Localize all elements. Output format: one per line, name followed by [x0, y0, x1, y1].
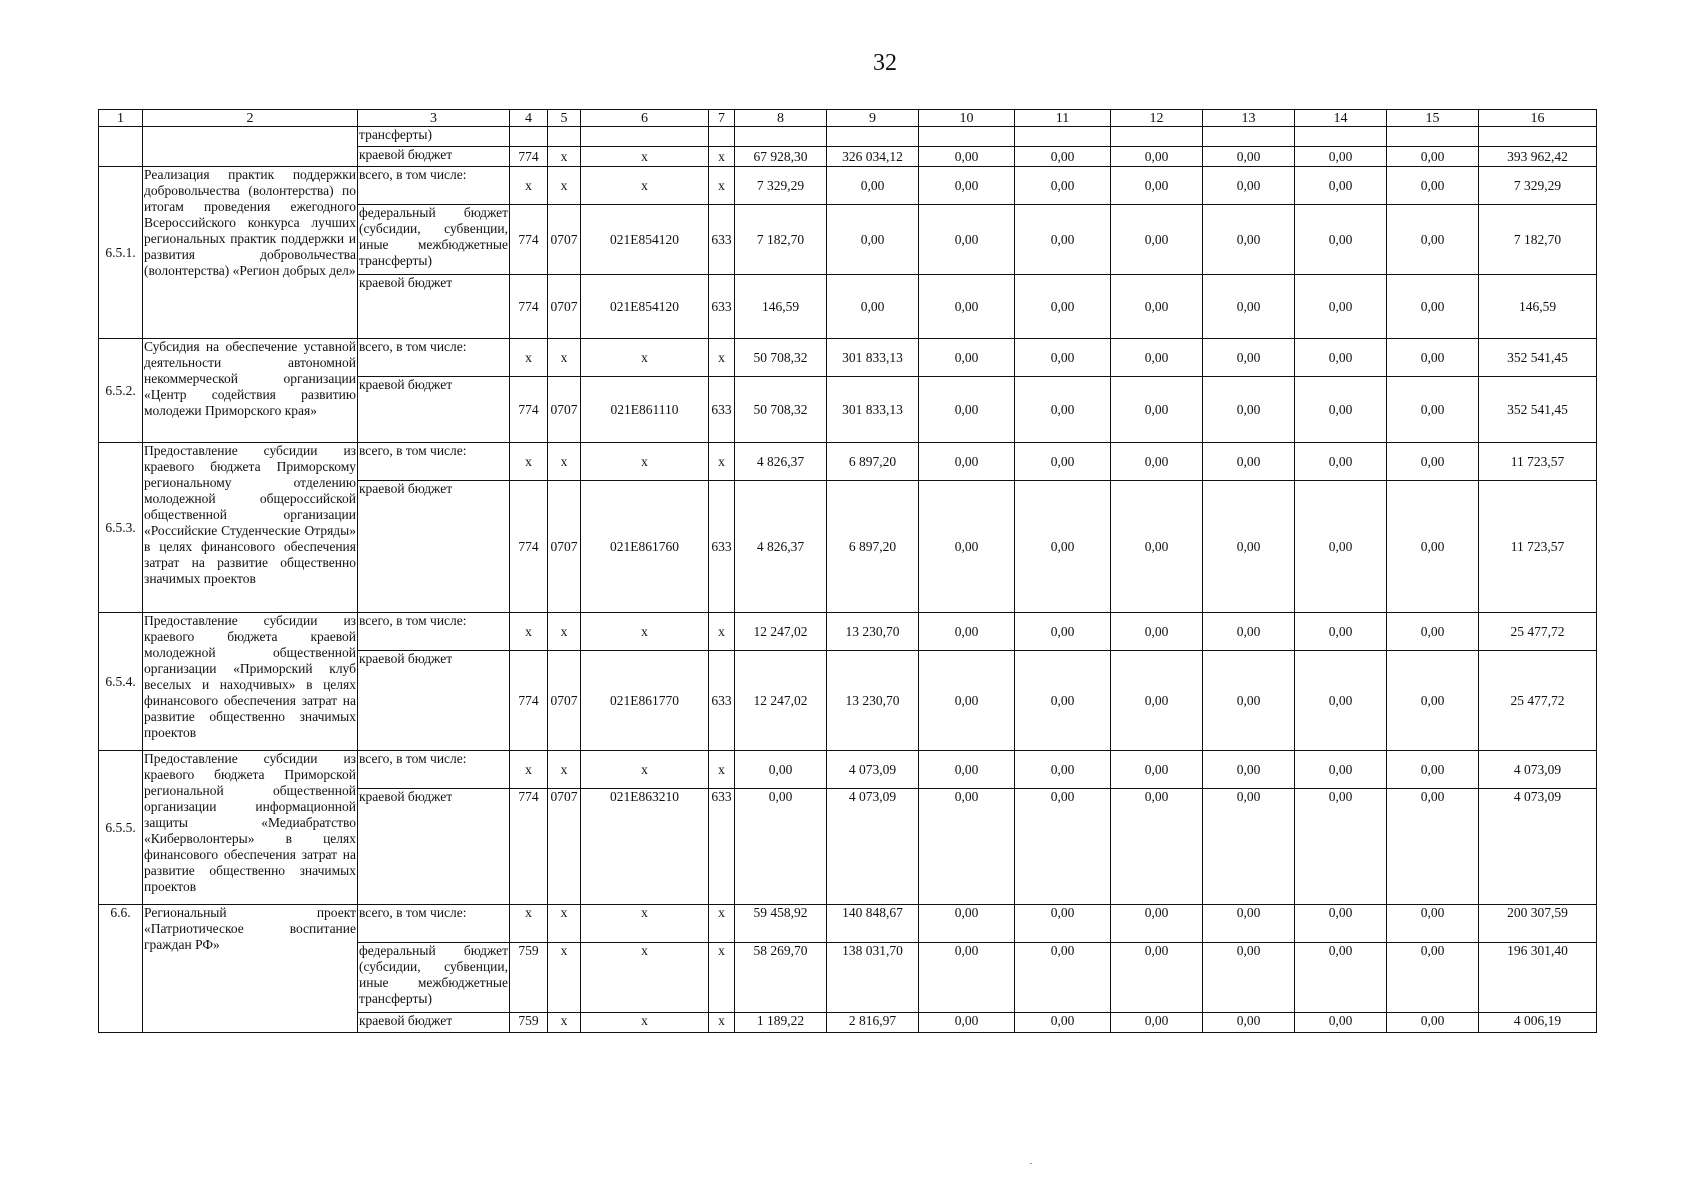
amount-cell: 0,00 [1203, 789, 1295, 905]
budget-code-cell: x [548, 167, 581, 205]
table-row [99, 613, 1597, 651]
amount-cell: 0,00 [827, 167, 919, 205]
amount-cell: 0,00 [1295, 651, 1387, 751]
description-cell: Субсидия на обеспечение уставной деятельности автономной некоммерческой организации «Центр содействия развитию молодежи Приморского края» [143, 339, 358, 443]
table-row [99, 339, 1597, 377]
amount-cell: 0,00 [1111, 205, 1203, 275]
amount-cell: 0,00 [1015, 789, 1111, 905]
amount-cell: 13 230,70 [827, 651, 919, 751]
table-row [99, 905, 1597, 943]
funding-source-cell: краевой бюджет [358, 147, 510, 167]
amount-cell: 25 477,72 [1479, 613, 1597, 651]
amount-cell: 0,00 [1111, 1013, 1203, 1033]
amount-cell: 0,00 [1295, 275, 1387, 339]
amount-cell: 0,00 [1111, 377, 1203, 443]
amount-cell: 0,00 [1295, 751, 1387, 789]
amount-cell: 0,00 [1295, 147, 1387, 167]
amount-cell: 0,00 [919, 751, 1015, 789]
amount-cell: 0,00 [1111, 275, 1203, 339]
empty-cell [1111, 127, 1203, 147]
funding-source-cell: краевой бюджет [358, 481, 510, 613]
amount-cell: 0,00 [1387, 943, 1479, 1013]
column-header: 15 [1387, 110, 1479, 127]
empty-cell [581, 127, 709, 147]
amount-cell: 0,00 [1015, 275, 1111, 339]
amount-cell: 6 897,20 [827, 443, 919, 481]
budget-code-cell: 774 [510, 377, 548, 443]
amount-cell: 0,00 [1295, 943, 1387, 1013]
amount-cell: 11 723,57 [1479, 443, 1597, 481]
budget-code-cell: x [548, 943, 581, 1013]
amount-cell: 4 073,09 [1479, 751, 1597, 789]
empty-cell [827, 127, 919, 147]
budget-code-cell: x [709, 167, 735, 205]
amount-cell: 138 031,70 [827, 943, 919, 1013]
budget-code-cell: x [709, 905, 735, 943]
amount-cell: 0,00 [1203, 613, 1295, 651]
amount-cell: 146,59 [1479, 275, 1597, 339]
section-number-cell: 6.6. [99, 905, 143, 1033]
budget-code-cell: 021E861770 [581, 651, 709, 751]
amount-cell: 0,00 [1015, 147, 1111, 167]
page-number: 32 [873, 50, 897, 76]
amount-cell: 58 269,70 [735, 943, 827, 1013]
amount-cell: 0,00 [1203, 1013, 1295, 1033]
amount-cell: 200 307,59 [1479, 905, 1597, 943]
funding-source-cell: всего, в том числе: [358, 613, 510, 651]
empty-cell [1387, 127, 1479, 147]
amount-cell: 11 723,57 [1479, 481, 1597, 613]
section-number-cell: 6.5.2. [99, 339, 143, 443]
funding-source-cell: трансферты) [358, 127, 510, 147]
scan-speck [1030, 1163, 1032, 1164]
column-header: 12 [1111, 110, 1203, 127]
amount-cell: 67 928,30 [735, 147, 827, 167]
table-row [99, 751, 1597, 789]
budget-code-cell: x [548, 1013, 581, 1033]
empty-cell [548, 127, 581, 147]
column-header: 14 [1295, 110, 1387, 127]
amount-cell: 352 541,45 [1479, 339, 1597, 377]
amount-cell: 0,00 [1203, 943, 1295, 1013]
amount-cell: 0,00 [1111, 167, 1203, 205]
description-cell [143, 127, 358, 167]
section-number-cell: 6.5.5. [99, 751, 143, 905]
empty-cell [1479, 127, 1597, 147]
amount-cell: 0,00 [1015, 481, 1111, 613]
budget-code-cell: 0707 [548, 377, 581, 443]
amount-cell: 146,59 [735, 275, 827, 339]
budget-code-cell: x [510, 751, 548, 789]
table-row [99, 167, 1597, 205]
empty-cell [919, 127, 1015, 147]
budget-code-cell: x [548, 613, 581, 651]
amount-cell: 0,00 [919, 651, 1015, 751]
amount-cell: 0,00 [1387, 651, 1479, 751]
column-header: 16 [1479, 110, 1597, 127]
amount-cell: 4 073,09 [827, 789, 919, 905]
column-header: 7 [709, 110, 735, 127]
amount-cell: 0,00 [1295, 481, 1387, 613]
amount-cell: 0,00 [1015, 1013, 1111, 1033]
budget-code-cell: 0707 [548, 789, 581, 905]
column-header: 13 [1203, 110, 1295, 127]
amount-cell: 0,00 [1387, 1013, 1479, 1033]
amount-cell: 0,00 [1387, 905, 1479, 943]
amount-cell: 301 833,13 [827, 377, 919, 443]
amount-cell: 25 477,72 [1479, 651, 1597, 751]
amount-cell: 0,00 [1015, 651, 1111, 751]
amount-cell: 0,00 [1387, 205, 1479, 275]
amount-cell: 0,00 [1203, 205, 1295, 275]
section-number-cell [99, 127, 143, 167]
amount-cell: 4 073,09 [1479, 789, 1597, 905]
table-row [99, 443, 1597, 481]
budget-code-cell: 774 [510, 789, 548, 905]
empty-cell [1295, 127, 1387, 147]
amount-cell: 0,00 [919, 943, 1015, 1013]
amount-cell: 12 247,02 [735, 613, 827, 651]
budget-code-cell: 633 [709, 651, 735, 751]
budget-code-cell: x [581, 905, 709, 943]
budget-code-cell: 774 [510, 147, 548, 167]
description-cell: Реализация практик поддержки добровольчества (волонтерства) по итогам проведения ежегодного Всероссийского конкурса лучших региональных практик поддержки и развития добровольчества (волонтерства) «Регион добрых дел» [143, 167, 358, 339]
budget-code-cell: x [709, 443, 735, 481]
budget-code-cell: x [709, 147, 735, 167]
budget-table [98, 109, 1597, 1033]
amount-cell: 393 962,42 [1479, 147, 1597, 167]
budget-code-cell: x [581, 613, 709, 651]
budget-code-cell: x [709, 613, 735, 651]
column-header: 2 [143, 110, 358, 127]
budget-code-cell: 759 [510, 1013, 548, 1033]
amount-cell: 0,00 [1111, 943, 1203, 1013]
funding-source-cell: краевой бюджет [358, 651, 510, 751]
budget-code-cell: x [581, 167, 709, 205]
funding-source-cell: краевой бюджет [358, 275, 510, 339]
amount-cell: 0,00 [1203, 275, 1295, 339]
amount-cell: 0,00 [1111, 443, 1203, 481]
amount-cell: 0,00 [1387, 377, 1479, 443]
amount-cell: 1 189,22 [735, 1013, 827, 1033]
amount-cell: 0,00 [1203, 751, 1295, 789]
amount-cell: 0,00 [1295, 443, 1387, 481]
amount-cell: 0,00 [735, 789, 827, 905]
funding-source-cell: всего, в том числе: [358, 905, 510, 943]
description-cell: Предоставление субсидии из краевого бюджета Приморской региональной общественной организации информационной защиты «Медиабратство «Киберволонтеры» в целях финансового обеспечения затрат на развитие общественно значимых проектов [143, 751, 358, 905]
amount-cell: 7 182,70 [735, 205, 827, 275]
section-number-cell: 6.5.1. [99, 167, 143, 339]
amount-cell: 0,00 [1015, 167, 1111, 205]
budget-code-cell: x [548, 443, 581, 481]
budget-code-cell: x [510, 905, 548, 943]
amount-cell: 0,00 [919, 275, 1015, 339]
empty-cell [709, 127, 735, 147]
amount-cell: 0,00 [1111, 905, 1203, 943]
section-number-cell: 6.5.4. [99, 613, 143, 751]
budget-code-cell: 633 [709, 275, 735, 339]
funding-source-cell: краевой бюджет [358, 377, 510, 443]
amount-cell: 4 826,37 [735, 481, 827, 613]
amount-cell: 0,00 [1203, 905, 1295, 943]
column-header: 9 [827, 110, 919, 127]
funding-source-cell: всего, в том числе: [358, 167, 510, 205]
amount-cell: 0,00 [1203, 443, 1295, 481]
budget-code-cell: x [581, 147, 709, 167]
amount-cell: 0,00 [919, 147, 1015, 167]
budget-code-cell: 021E863210 [581, 789, 709, 905]
amount-cell: 0,00 [1111, 147, 1203, 167]
amount-cell: 301 833,13 [827, 339, 919, 377]
amount-cell: 0,00 [1111, 613, 1203, 651]
amount-cell: 7 329,29 [1479, 167, 1597, 205]
amount-cell: 140 848,67 [827, 905, 919, 943]
budget-code-cell: x [548, 147, 581, 167]
budget-code-cell: 0707 [548, 275, 581, 339]
amount-cell: 352 541,45 [1479, 377, 1597, 443]
description-cell: Региональный проект «Патриотическое воспитание граждан РФ» [143, 905, 358, 1033]
amount-cell: 0,00 [1015, 377, 1111, 443]
description-cell: Предоставление субсидии из краевого бюджета краевой молодежной общественной организации «Приморский клуб веселых и находчивых» в целях финансового обеспечения затрат на развитие общественно значимых проектов [143, 613, 358, 751]
budget-code-cell: 633 [709, 377, 735, 443]
budget-code-cell: x [581, 339, 709, 377]
budget-code-cell: 633 [709, 205, 735, 275]
budget-code-cell: 021E861110 [581, 377, 709, 443]
amount-cell: 0,00 [919, 377, 1015, 443]
amount-cell: 4 006,19 [1479, 1013, 1597, 1033]
amount-cell: 0,00 [919, 481, 1015, 613]
budget-code-cell: x [510, 613, 548, 651]
funding-source-cell: всего, в том числе: [358, 443, 510, 481]
funding-source-cell: всего, в том числе: [358, 751, 510, 789]
budget-code-cell: 021E854120 [581, 275, 709, 339]
column-header: 1 [99, 110, 143, 127]
column-header: 6 [581, 110, 709, 127]
amount-cell: 0,00 [919, 167, 1015, 205]
column-header: 5 [548, 110, 581, 127]
amount-cell: 0,00 [919, 613, 1015, 651]
amount-cell: 0,00 [1015, 905, 1111, 943]
funding-source-cell: всего, в том числе: [358, 339, 510, 377]
budget-code-cell: 021E861760 [581, 481, 709, 613]
amount-cell: 0,00 [735, 751, 827, 789]
amount-cell: 0,00 [919, 443, 1015, 481]
amount-cell: 0,00 [1015, 339, 1111, 377]
amount-cell: 0,00 [919, 339, 1015, 377]
budget-code-cell: x [581, 1013, 709, 1033]
amount-cell: 0,00 [1295, 1013, 1387, 1033]
amount-cell: 50 708,32 [735, 377, 827, 443]
amount-cell: 0,00 [1015, 443, 1111, 481]
budget-code-cell: x [581, 943, 709, 1013]
amount-cell: 0,00 [1387, 481, 1479, 613]
budget-code-cell: 0707 [548, 205, 581, 275]
amount-cell: 4 073,09 [827, 751, 919, 789]
amount-cell: 0,00 [919, 789, 1015, 905]
section-number-cell: 6.5.3. [99, 443, 143, 613]
amount-cell: 0,00 [1015, 613, 1111, 651]
amount-cell: 0,00 [919, 205, 1015, 275]
amount-cell: 59 458,92 [735, 905, 827, 943]
amount-cell: 0,00 [919, 1013, 1015, 1033]
budget-code-cell: 021E854120 [581, 205, 709, 275]
amount-cell: 12 247,02 [735, 651, 827, 751]
amount-cell: 0,00 [1387, 339, 1479, 377]
amount-cell: 0,00 [1387, 613, 1479, 651]
amount-cell: 0,00 [1387, 147, 1479, 167]
empty-cell [735, 127, 827, 147]
budget-code-cell: x [510, 443, 548, 481]
budget-code-cell: x [548, 751, 581, 789]
amount-cell: 0,00 [1295, 789, 1387, 905]
budget-code-cell: 774 [510, 481, 548, 613]
column-header: 3 [358, 110, 510, 127]
budget-code-cell: 759 [510, 943, 548, 1013]
amount-cell: 0,00 [1295, 905, 1387, 943]
amount-cell: 0,00 [1387, 275, 1479, 339]
budget-code-cell: x [548, 905, 581, 943]
budget-code-cell: 0707 [548, 481, 581, 613]
amount-cell: 196 301,40 [1479, 943, 1597, 1013]
empty-cell [510, 127, 548, 147]
budget-code-cell: x [548, 339, 581, 377]
amount-cell: 0,00 [1015, 943, 1111, 1013]
amount-cell: 0,00 [1203, 339, 1295, 377]
amount-cell: 50 708,32 [735, 339, 827, 377]
budget-code-cell: x [510, 167, 548, 205]
amount-cell: 0,00 [1111, 751, 1203, 789]
budget-code-cell: x [709, 339, 735, 377]
amount-cell: 7 329,29 [735, 167, 827, 205]
amount-cell: 2 816,97 [827, 1013, 919, 1033]
amount-cell: 0,00 [1111, 789, 1203, 905]
budget-code-cell: 633 [709, 481, 735, 613]
header-row [99, 110, 1597, 127]
amount-cell: 0,00 [1015, 751, 1111, 789]
budget-code-cell: x [709, 1013, 735, 1033]
budget-code-cell: 774 [510, 651, 548, 751]
amount-cell: 0,00 [1387, 443, 1479, 481]
column-header: 8 [735, 110, 827, 127]
budget-code-cell: 774 [510, 205, 548, 275]
amount-cell: 0,00 [1203, 377, 1295, 443]
column-header: 4 [510, 110, 548, 127]
empty-cell [1015, 127, 1111, 147]
description-cell: Предоставление субсидии из краевого бюджета Приморскому региональному отделению молодежной общероссийской общественной организации «Российские Студенческие Отряды» в целях финансового обеспечения затрат на развитие общественно значимых проектов [143, 443, 358, 613]
amount-cell: 0,00 [827, 205, 919, 275]
funding-source-cell: краевой бюджет [358, 789, 510, 905]
amount-cell: 0,00 [1203, 167, 1295, 205]
amount-cell: 0,00 [1295, 377, 1387, 443]
amount-cell: 4 826,37 [735, 443, 827, 481]
amount-cell: 0,00 [1111, 339, 1203, 377]
budget-code-cell: 633 [709, 789, 735, 905]
table-row [99, 127, 1597, 147]
funding-source-cell: краевой бюджет [358, 1013, 510, 1033]
budget-code-cell: x [510, 339, 548, 377]
amount-cell: 0,00 [1111, 481, 1203, 613]
funding-source-cell: федеральный бюджет (субсидии, субвенции, иные межбюджетные трансферты) [358, 205, 510, 275]
amount-cell: 326 034,12 [827, 147, 919, 167]
budget-code-cell: 0707 [548, 651, 581, 751]
amount-cell: 0,00 [1295, 167, 1387, 205]
amount-cell: 0,00 [1111, 651, 1203, 751]
amount-cell: 0,00 [827, 275, 919, 339]
budget-code-cell: x [709, 751, 735, 789]
budget-code-cell: 774 [510, 275, 548, 339]
amount-cell: 0,00 [919, 905, 1015, 943]
amount-cell: 0,00 [1387, 751, 1479, 789]
amount-cell: 6 897,20 [827, 481, 919, 613]
amount-cell: 0,00 [1387, 167, 1479, 205]
amount-cell: 0,00 [1203, 147, 1295, 167]
column-header: 11 [1015, 110, 1111, 127]
funding-source-cell: федеральный бюджет (субсидии, субвенции, иные межбюджетные трансферты) [358, 943, 510, 1013]
column-header: 10 [919, 110, 1015, 127]
amount-cell: 0,00 [1203, 651, 1295, 751]
amount-cell: 0,00 [1295, 205, 1387, 275]
budget-code-cell: x [709, 943, 735, 1013]
budget-code-cell: x [581, 751, 709, 789]
amount-cell: 0,00 [1295, 613, 1387, 651]
amount-cell: 0,00 [1015, 205, 1111, 275]
empty-cell [1203, 127, 1295, 147]
amount-cell: 7 182,70 [1479, 205, 1597, 275]
budget-code-cell: x [581, 443, 709, 481]
amount-cell: 0,00 [1387, 789, 1479, 905]
amount-cell: 0,00 [1203, 481, 1295, 613]
amount-cell: 13 230,70 [827, 613, 919, 651]
amount-cell: 0,00 [1295, 339, 1387, 377]
